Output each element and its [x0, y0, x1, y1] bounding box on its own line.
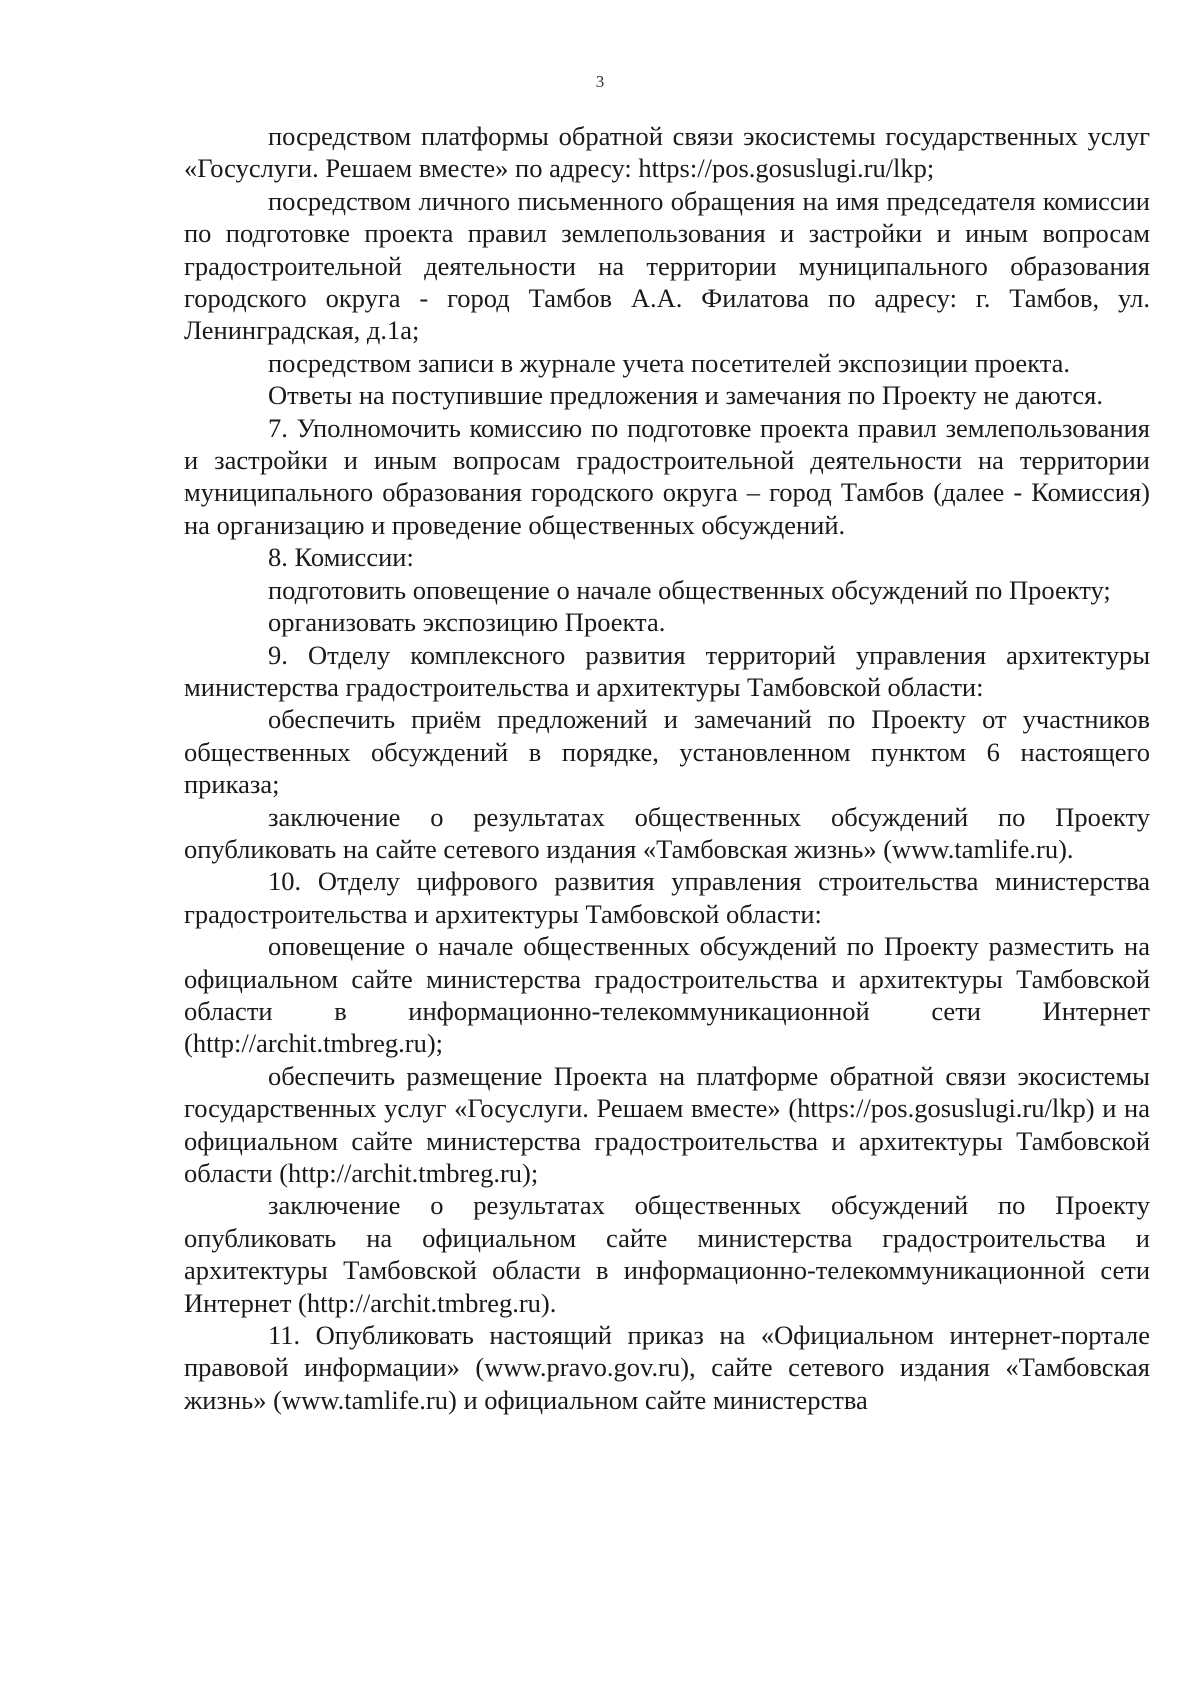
paragraph-publish-conclusion-ministry: заключение о результатах общественных обсуждений по Проекту опубликовать на официальном сайте министерства градостроительства и архитектуры Тамбовской области в информационно-телекоммуникационной сети Интернет (http://archit.tmbreg.ru). [184, 1190, 1150, 1318]
paragraph-organize-exposition: организовать экспозицию Проекта. [268, 607, 666, 638]
paragraph-item-10: 10. Отделу цифрового развития управления строительства министерства градостроительства и архитектуры Тамбовской области: [184, 866, 1150, 929]
paragraph-place-notice: оповещение о начале общественных обсуждений по Проекту разместить на официальном сайте министерства градостроительства и архитектуры Тамбовской области в информационно-телекоммуникационной сети Интернет (http://archit.tmbreg.ru); [184, 931, 1150, 1059]
paragraph-item-9: 9. Отделу комплексного развития территорий управления архитектуры министерства градостроительства и архитектуры Тамбовской области: [184, 639, 1150, 702]
paragraph-prepare-notice: подготовить оповещение о начале общественных обсуждений по Проекту; [268, 574, 1111, 605]
paragraph-written-appeal: посредством личного письменного обращения на имя председателя комиссии по подготовке проекта правил землепользования и застройки и иным вопросам градостроительной деятельности на территории муниципального образования городского округа - город Тамбов А.А. Филатова по адресу: г. Тамбов, ул. Ленинградская, д.1а; [184, 185, 1150, 346]
paragraph-item-8: 8. Комиссии: [268, 542, 414, 573]
page-number: 3 [595, 72, 605, 91]
paragraph-accept-proposals: обеспечить приём предложений и замечаний по Проекту от участников общественных обсуждений в порядке, установленном пунктом 6 настоящего приказа; [184, 704, 1150, 800]
paragraph-place-project: обеспечить размещение Проекта на платформе обратной связи экосистемы государственных услуг «Госуслуги. Решаем вместе» (https://pos.gosuslugi.ru/lkp) и на официальном сайте министерства градостроительства и архитектуры Тамбовской области (http://archit.tmbreg.ru); [184, 1060, 1150, 1188]
paragraph-feedback-platform: посредством платформы обратной связи экосистемы государственных услуг «Госуслуги. Решаем вместе» по адресу: https://pos.gosuslugi.ru/lkp; [184, 121, 1150, 184]
document-body [184, 120, 1150, 1416]
paragraph-publish-conclusion-tamlife: заключение о результатах общественных обсуждений по Проекту опубликовать на сайте сетевого издания «Тамбовская жизнь» (www.tamlife.ru). [184, 801, 1150, 864]
paragraph-item-11: 11. Опубликовать настоящий приказ на «Официальном интернет-портале правовой информации» (www.pravo.gov.ru), сайте сетевого издания «Тамбовская жизнь» (www.tamlife.ru) и официальном сайте министерства [184, 1320, 1150, 1415]
paragraph-no-answers: Ответы на поступившие предложения и замечания по Проекту не даются. [268, 380, 1103, 411]
paragraph-visitor-journal: посредством записи в журнале учета посетителей экспозиции проекта. [268, 347, 1071, 378]
paragraph-item-7: 7. Уполномочить комиссию по подготовке проекта правил землепользования и застройки и иным вопросам градостроительной деятельности на территории муниципального образования городского округа – город Тамбов (далее - Комиссия) на организацию и проведение общественных обсуждений. [184, 412, 1150, 540]
